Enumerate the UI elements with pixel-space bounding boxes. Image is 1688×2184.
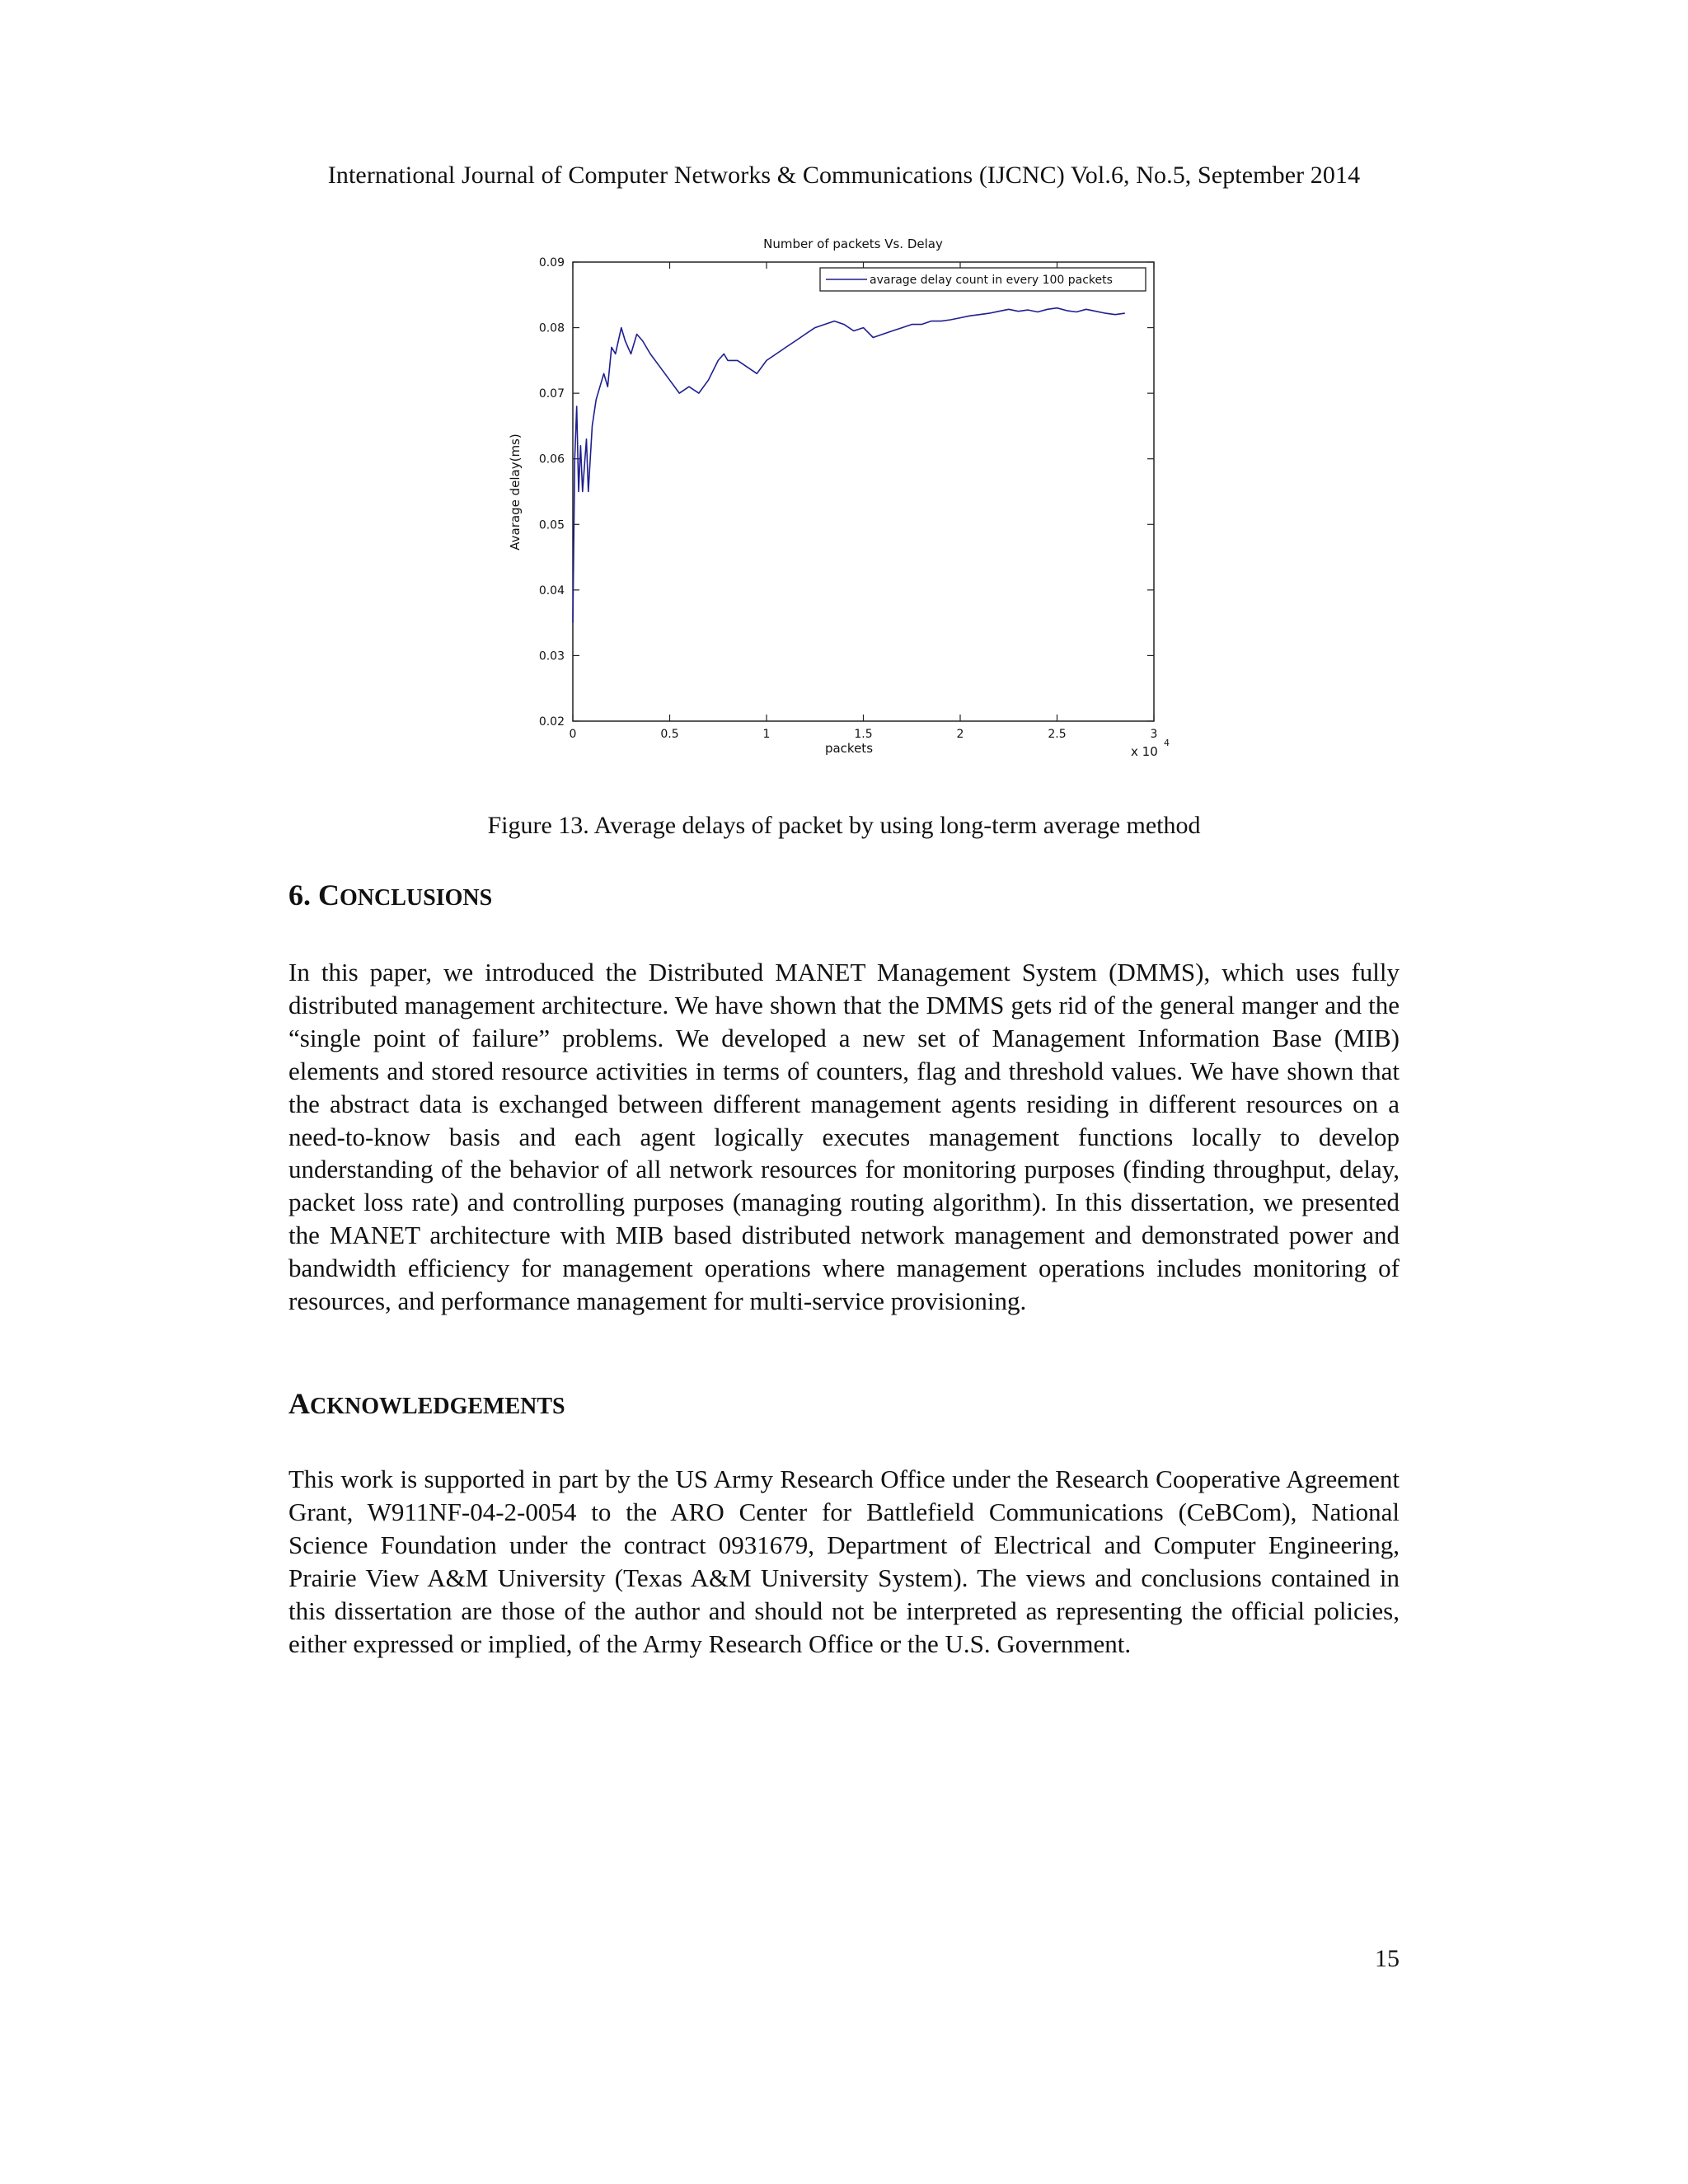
x-tick-label: 2.5 xyxy=(1048,728,1067,741)
x-tick-label: 2 xyxy=(956,728,964,741)
conclusions-paragraph: In this paper, we introduced the Distributed MANET Management System (DMMS), which uses fully distributed management architecture. We have shown that the DMMS gets rid of the general manger and the “single point of failure” problems. We developed a new set of Management Information Base (MIB) elements and stored resource activities in terms of counters, flag and threshold values. We have shown that the abstract data is exchanged between different management agents residing in different resources on a need-to-know basis and each agent logically executes management functions locally to develop understanding of the behavior of all network resources for monitoring purposes (finding throughput, delay, packet loss rate) and controlling purposes (managing routing algorithm). In this dissertation, we presented the MANET architecture with MIB based distributed network management and demonstrated power and bandwidth efficiency for management operations where management operations includes monitoring of resources, and performance management for multi-service provisioning. xyxy=(288,958,1400,1316)
x-tick-label: 1 xyxy=(762,728,771,741)
y-tick-label: 0.04 xyxy=(538,583,565,598)
y-tick-label: 0.08 xyxy=(538,321,565,335)
legend-label: avarage delay count in every 100 packets xyxy=(870,274,1113,287)
plot-frame xyxy=(573,262,1154,721)
x-tick-label: 0 xyxy=(569,728,577,741)
acknowledgements-paragraph: This work is supported in part by the US Army Research Office under the Research Cooperative Agreement Grant, W911NF-04-2-0054 to the ARO Center for Battlefield Communications (CeBCom), National Science Foundation under the contract 0931679, Department of Electrical and Computer Engineering, Prairie View A&M University (Texas A&M University System). The views and conclusions contained in this dissertation are those of the author and should not be interpreted as representing the official policies, either expressed or implied, of the Army Research Office or the U.S. Government. xyxy=(288,1465,1400,1658)
section-title-rest: ONCLUSIONS xyxy=(340,885,493,911)
y-tick-label: 0.02 xyxy=(538,715,565,729)
x-tick-label: 0.5 xyxy=(660,728,679,741)
y-tick-label: 0.06 xyxy=(538,452,565,466)
section-title-initial: C xyxy=(318,879,340,912)
chart-title: Number of packets Vs. Delay xyxy=(763,237,943,251)
x-multiplier-exponent: 4 xyxy=(1164,738,1170,748)
series-line xyxy=(573,308,1125,623)
section-heading-conclusions xyxy=(288,878,492,912)
x-axis-label: packets xyxy=(824,741,874,756)
section-heading-acknowledgements xyxy=(288,1386,565,1421)
legend xyxy=(820,268,1146,291)
section-title-rest: CKNOWLEDGEMENTS xyxy=(310,1394,565,1419)
page-number: 15 xyxy=(1375,1945,1400,1972)
section-number: 6. xyxy=(288,879,311,912)
y-tick-label: 0.03 xyxy=(538,649,565,663)
delay-line-chart xyxy=(495,227,1203,783)
figure-13 xyxy=(495,227,1203,783)
x-multiplier: x 10 xyxy=(1131,744,1158,759)
y-tick-label: 0.07 xyxy=(538,387,565,401)
y-tick-label: 0.09 xyxy=(538,256,565,269)
section-title-initial: A xyxy=(288,1387,310,1420)
y-axis-label: Avarage delay(ms) xyxy=(508,434,523,551)
y-tick-label: 0.05 xyxy=(538,518,565,532)
running-header: International Journal of Computer Networks & Communications (IJCNC) Vol.6, No.5, September 2014 xyxy=(327,162,1361,189)
x-tick-label: 3 xyxy=(1150,728,1158,741)
figure-caption: Figure 13. Average delays of packet by using long-term average method xyxy=(487,812,1201,839)
x-tick-label: 1.5 xyxy=(854,728,873,741)
